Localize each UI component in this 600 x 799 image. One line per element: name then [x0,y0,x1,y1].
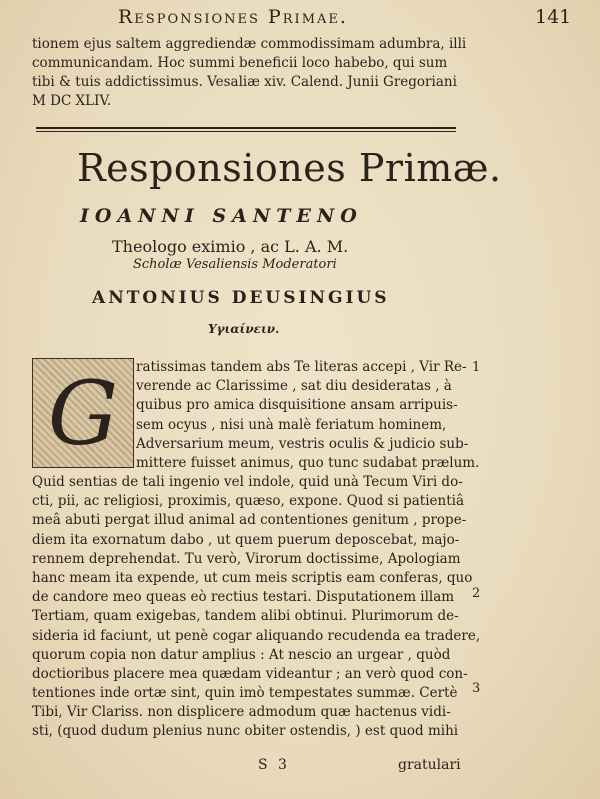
author-name: ANTONIUS DEUSINGIUS [92,288,390,308]
text-line: Tertiam, quam exigebas, tandem alibi obtinui. Plurimorum de- [32,608,459,625]
text-line: ratissimas tandem abs Te literas accepi , Vir Re- [136,359,467,375]
text-line: mittere fuisset animus, quo tunc sudabat prælum. [136,454,480,471]
text-line: tibi & tuis addictissimus. Vesaliæ xiv. Calend. Junii Gregoriani [32,74,457,90]
initial-letter: G [47,361,119,465]
text-line: diem ita exornatum dabo , ut quem puerum deposcebat, majo- [32,531,460,548]
addressee-name: IOANNI SANTENO [80,205,363,227]
text-line: communicandam. Hoc summi beneficii loco habebo, qui sum [32,55,448,71]
margin-note: 2 [472,586,481,601]
text-line: sti, (quod dudum plenius nunc obiter ostendis, ) est quod mihi [32,723,459,740]
text-line: Tibi, Vir Clariss. non displicere admodum quæ hactenus vidi- [32,704,451,721]
previous-section-text [32,35,472,111]
text-line: sideria id faciunt, ut penè cogar aliquando recudenda ea tradere, [32,627,481,644]
section-title: Responsiones Primæ. [77,146,502,190]
text-line: Quid sentias de tali ingenio vel indole, quid unà Tecum Viri do- [32,474,463,490]
text-line: doctioribus placere mea quædam videantur ; an verò quod con- [32,665,468,682]
divider-rule [36,131,456,132]
text-line: M DC XLIV. [32,93,112,109]
body-text-indented [136,358,480,473]
text-line: cti, pii, ac religiosi, proximis, quæso, expone. Quod si patientiâ [32,493,464,510]
signature-mark: S 3 [258,757,290,773]
text-line: quibus pro amica disquisitione ansam arripuis- [136,397,458,414]
text-line: quorum copia non datur amplius : At nescio an urgear , quòd [32,646,451,663]
text-line: de candore meo queas eò rectius testari. Disputationem illam [32,589,455,606]
greeting: Υγιαίνειν. [208,322,280,336]
margin-note: 1 [472,360,481,375]
text-line: hanc meam ita expende, ut cum meis scriptis eam conferas, quo [32,569,473,586]
divider-rule [36,127,456,129]
page-number: 141 [535,6,572,28]
body-text [32,473,481,742]
text-line: rennem deprehendat. Tu verò, Virorum doctissime, Apologiam [32,550,461,567]
text-line: tentiones inde ortæ sint, quin imò tempestates summæ. Certè [32,685,458,702]
text-line: Adversarium meum, vestris oculis & judicio sub- [136,435,469,452]
margin-note: 3 [472,681,481,696]
text-line: meâ abuti pergat illud animal ad contentiones genitum , prope- [32,512,467,529]
running-head: Responsiones Primae. [118,6,348,28]
addressee-title: Theologo eximio , ac L. A. M. [112,237,349,256]
decorated-initial [32,358,134,468]
catchword: gratulari [398,757,461,773]
addressee-office: Scholæ Vesaliensis Moderatori [133,257,337,272]
text-line: tionem ejus saltem aggrediendæ commodissimam adumbra, illi [32,36,467,52]
text-line: verende ac Clarissime , sat diu desideratas , à [136,378,452,395]
text-line: sem ocyus , nisi unà malè feriatum hominem, [136,416,447,433]
